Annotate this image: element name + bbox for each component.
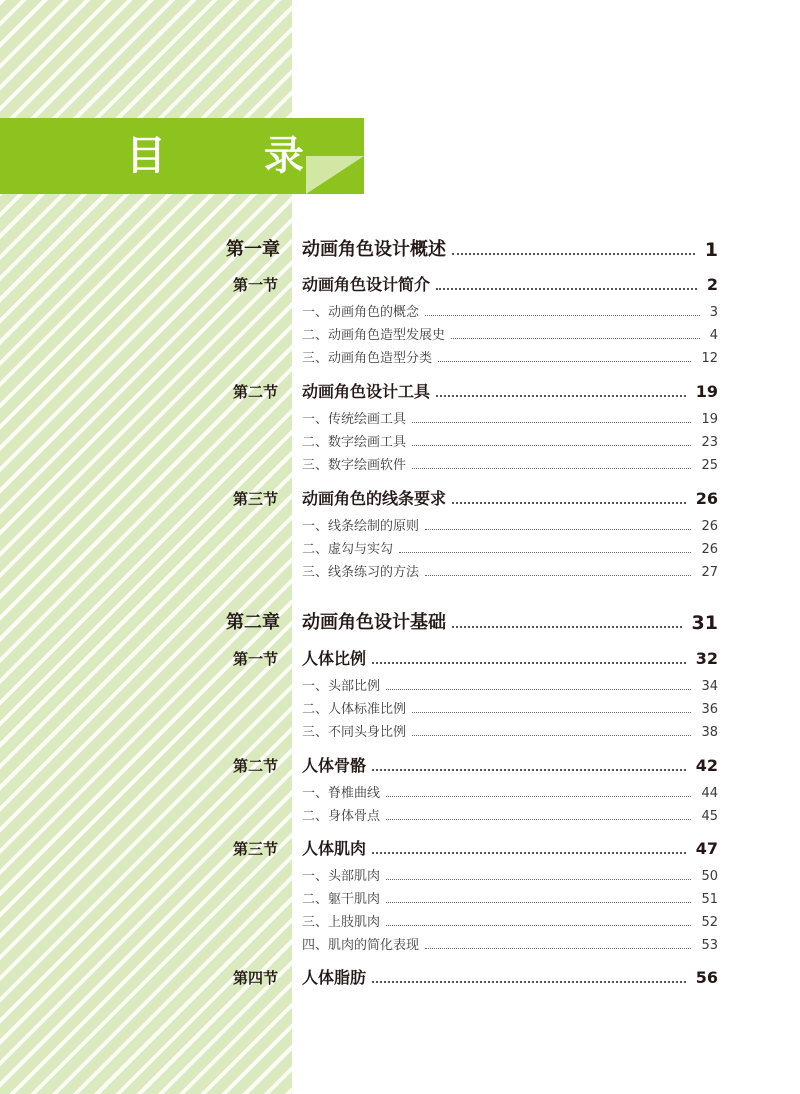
toc-section-row[interactable] <box>0 488 800 510</box>
toc-item-title: 一、传统绘画工具 <box>302 412 407 427</box>
toc-chapter-number: 第一章 <box>226 239 280 260</box>
toc-page-number: 36 <box>701 702 718 717</box>
toc-item-title: 二、身体骨点 <box>302 809 381 824</box>
toc-leader-dots <box>412 445 691 446</box>
toc-page-number: 42 <box>695 756 718 775</box>
toc-page-number: 44 <box>701 786 718 801</box>
toc-leader-dots <box>386 879 691 880</box>
toc-leader-dots <box>412 735 691 736</box>
toc-item-row[interactable] <box>0 724 800 742</box>
toc-section-number: 第一节 <box>233 276 279 294</box>
toc-section-number: 第三节 <box>233 490 279 508</box>
toc-item-title: 二、动画角色造型发展史 <box>302 328 446 343</box>
toc-leader-dots <box>438 361 691 362</box>
toc-leader-dots <box>372 852 686 854</box>
toc-leader-dots <box>386 689 691 690</box>
toc-section-row[interactable] <box>0 967 800 989</box>
toc-chapter-title: 动画角色设计概述 <box>302 239 446 260</box>
toc-item-title: 一、头部比例 <box>302 679 381 694</box>
toc-leader-dots <box>452 626 682 628</box>
toc-item-title: 二、虚勾与实勾 <box>302 542 394 557</box>
toc-section-title: 动画角色的线条要求 <box>302 489 447 508</box>
toc-leader-dots <box>452 502 686 504</box>
toc-page-number: 52 <box>701 915 718 930</box>
toc-item-title: 二、躯干肌肉 <box>302 892 381 907</box>
toc-page-number: 51 <box>701 892 718 907</box>
toc-section-title: 人体比例 <box>302 649 367 668</box>
toc-leader-dots <box>386 925 691 926</box>
toc-leader-dots <box>412 468 691 469</box>
toc-page-number: 3 <box>709 305 718 320</box>
toc-item-row[interactable] <box>0 891 800 909</box>
toc-section-row[interactable] <box>0 755 800 777</box>
toc-page-number: 47 <box>695 839 718 858</box>
toc-chapter-title: 动画角色设计基础 <box>302 612 446 633</box>
toc-item-row[interactable] <box>0 914 800 932</box>
toc-item-title: 一、动画角色的概念 <box>302 305 420 320</box>
page-title: 目 录 <box>126 133 346 179</box>
toc-leader-dots <box>451 338 700 339</box>
toc-page-number: 25 <box>701 458 718 473</box>
toc-item-title: 三、动画角色造型分类 <box>302 351 433 366</box>
toc-page-number: 38 <box>701 725 718 740</box>
toc-page-number: 34 <box>701 679 718 694</box>
toc-item-title: 二、人体标准比例 <box>302 702 407 717</box>
toc-item-row[interactable] <box>0 541 800 559</box>
toc-leader-dots <box>452 253 695 255</box>
toc-leader-dots <box>425 315 700 316</box>
toc-item-title: 三、不同头身比例 <box>302 725 407 740</box>
toc-page-number: 26 <box>695 489 718 508</box>
toc-section-number: 第三节 <box>233 840 279 858</box>
toc-section-title: 人体脂肪 <box>302 968 367 987</box>
toc-item-row[interactable] <box>0 678 800 696</box>
toc-item-title: 二、数字绘画工具 <box>302 435 407 450</box>
toc-item-row[interactable] <box>0 304 800 322</box>
toc-item-row[interactable] <box>0 785 800 803</box>
toc-section-row[interactable] <box>0 274 800 296</box>
toc-page-number: 31 <box>691 612 718 634</box>
toc-item-title: 一、线条绘制的原则 <box>302 519 420 534</box>
toc-section-title: 人体骨骼 <box>302 756 367 775</box>
toc-item-row[interactable] <box>0 457 800 475</box>
toc-section-number: 第二节 <box>233 383 279 401</box>
toc-item-title: 一、头部肌肉 <box>302 869 381 884</box>
toc-item-row[interactable] <box>0 937 800 955</box>
toc-item-row[interactable] <box>0 434 800 452</box>
toc-leader-dots <box>386 902 691 903</box>
toc-leader-dots <box>386 796 691 797</box>
toc-leader-dots <box>372 981 686 983</box>
toc-page-number: 19 <box>695 382 718 401</box>
toc-leader-dots <box>372 769 686 771</box>
toc-page-number: 12 <box>701 351 718 366</box>
toc-page-number: 1 <box>704 239 718 261</box>
toc-page-number: 50 <box>701 869 718 884</box>
toc-page-number: 19 <box>701 412 718 427</box>
toc-section-number: 第一节 <box>233 650 279 668</box>
toc-page-number: 45 <box>701 809 718 824</box>
toc-item-title: 三、数字绘画软件 <box>302 458 407 473</box>
toc-leader-dots <box>436 288 697 290</box>
toc-section-title: 动画角色设计工具 <box>302 382 431 401</box>
toc-page-number: 26 <box>701 542 718 557</box>
toc-leader-dots <box>399 552 691 553</box>
toc-page-number: 27 <box>701 565 718 580</box>
toc-page-number: 56 <box>695 968 718 987</box>
toc-leader-dots <box>386 819 691 820</box>
toc-item-title: 三、线条练习的方法 <box>302 565 420 580</box>
toc-leader-dots <box>372 662 686 664</box>
toc-page-number: 53 <box>701 938 718 953</box>
toc-item-row[interactable] <box>0 701 800 719</box>
toc-page-number: 2 <box>706 275 718 294</box>
toc-leader-dots <box>412 712 691 713</box>
toc-leader-dots <box>425 575 691 576</box>
toc-item-title: 三、上肢肌肉 <box>302 915 381 930</box>
toc-section-row[interactable] <box>0 381 800 403</box>
toc-page-number: 23 <box>701 435 718 450</box>
toc-page-number: 26 <box>701 519 718 534</box>
toc-leader-dots <box>436 395 686 397</box>
toc-leader-dots <box>425 529 691 530</box>
toc-item-row[interactable] <box>0 411 800 429</box>
toc-page-number: 4 <box>709 328 718 343</box>
toc-page-number: 32 <box>695 649 718 668</box>
toc-item-row[interactable] <box>0 868 800 886</box>
toc-section-row[interactable] <box>0 838 800 860</box>
toc-section-title: 动画角色设计简介 <box>302 275 431 294</box>
toc-section-number: 第二节 <box>233 757 279 775</box>
toc-item-row[interactable] <box>0 564 800 582</box>
toc-item-title: 一、脊椎曲线 <box>302 786 381 801</box>
toc-chapter-row[interactable] <box>0 237 800 263</box>
toc-leader-dots <box>425 948 691 949</box>
toc-item-title: 四、肌肉的简化表现 <box>302 938 420 953</box>
toc-item-row[interactable] <box>0 350 800 368</box>
toc-section-number: 第四节 <box>233 969 279 987</box>
toc-chapter-row[interactable] <box>0 610 800 636</box>
toc-item-row[interactable] <box>0 808 800 826</box>
toc-section-title: 人体肌肉 <box>302 839 367 858</box>
toc-section-row[interactable] <box>0 648 800 670</box>
toc-chapter-number: 第二章 <box>226 612 280 633</box>
toc-item-row[interactable] <box>0 327 800 345</box>
toc-item-row[interactable] <box>0 518 800 536</box>
toc-leader-dots <box>412 422 691 423</box>
